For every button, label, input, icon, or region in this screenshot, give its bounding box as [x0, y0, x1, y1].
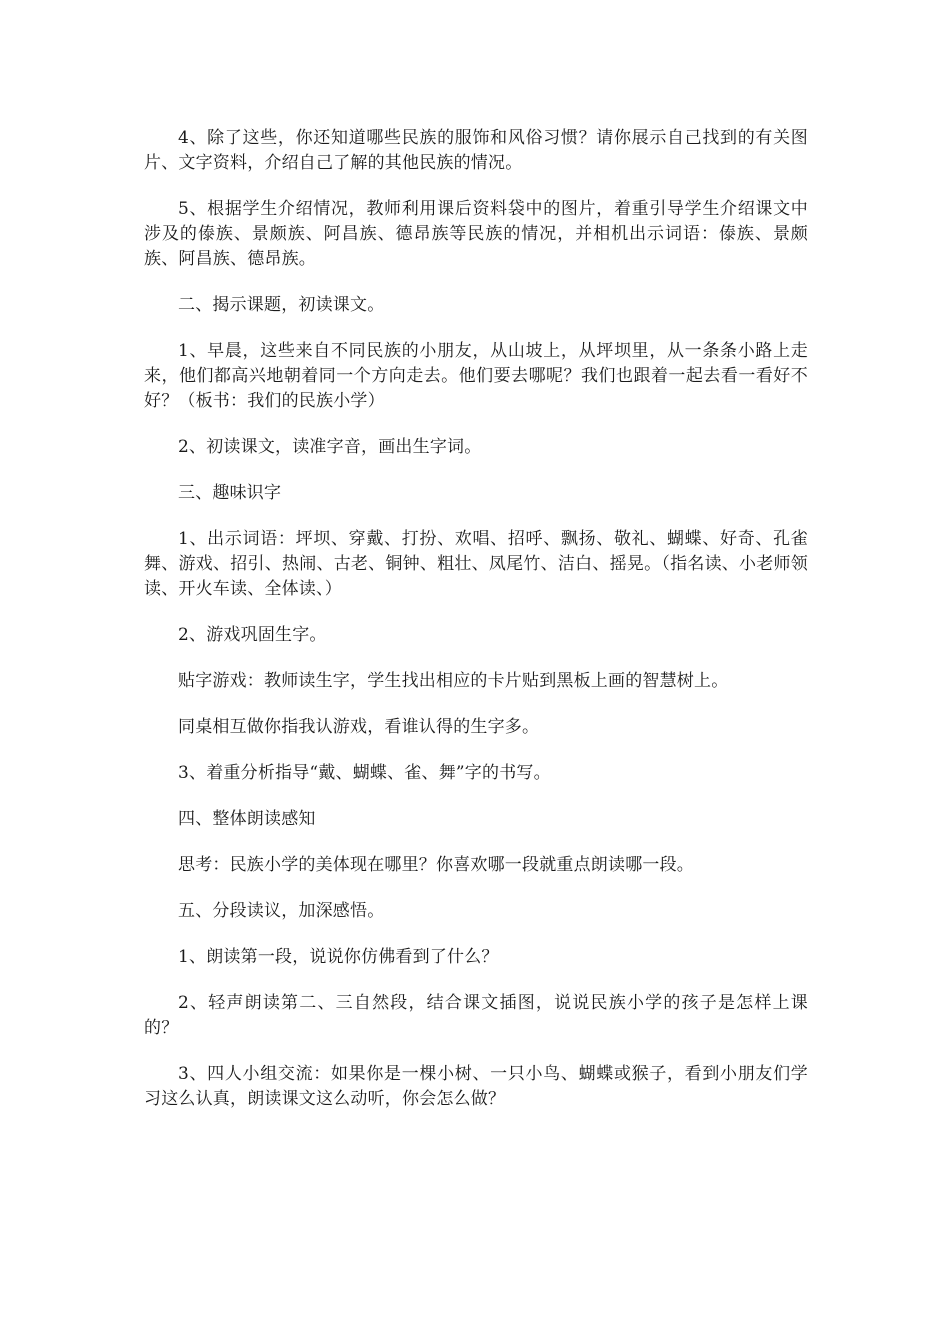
paragraph-first-reading: 2、初读课文，读准字音，画出生字词。 — [178, 437, 482, 457]
paragraph-group-discussion: 3、四人小组交流：如果你是一棵小树、一只小鸟、蝴蝶或猴子，看到小朋友们学习这么认真，朗读课文这么动听，你会怎么做？ — [144, 1064, 808, 1109]
paragraph-step-5: 5、根据学生介绍情况，教师利用课后资料袋中的图片，着重引导学生介绍课文中涉及的傣族、景颇族、阿昌族、德昂族等民族的情况，并相机出示词语：傣族、景颇族、阿昌族、德昂族。 — [144, 199, 808, 269]
paragraph-read-second: 2、轻声朗读第二、三自然段，结合课文插图，说说民族小学的孩子是怎样上课的？ — [144, 993, 808, 1038]
paragraph-step-4: 4、除了这些，你还知道哪些民族的服饰和风俗习惯？请你展示自己找到的有关图片、文字资料，介绍自己了解的其他民族的情况。 — [144, 128, 808, 173]
paragraph-word-list: 1、出示词语：坪坝、穿戴、打扮、欢唱、招呼、飘扬、敬礼、蝴蝶、好奇、孔雀舞、游戏、招引、热闹、古老、铜钟、粗壮、凤尾竹、洁白、摇晃。（指名读、小老师领读、开火车读、全体读、） — [144, 529, 808, 599]
paragraph-writing-guide: 3、着重分析指导“戴、蝴蝶、雀、舞”字的书写。 — [178, 763, 551, 783]
document-body — [144, 126, 808, 1133]
paragraph-think: 思考：民族小学的美体现在哪里？你喜欢哪一段就重点朗读哪一段。 — [178, 855, 694, 875]
paragraph-partner-game: 同桌相互做你指我认游戏，看谁认得的生字多。 — [178, 717, 540, 737]
paragraph-sticker-game: 贴字游戏：教师读生字，学生找出相应的卡片贴到黑板上画的智慧树上。 — [178, 671, 729, 691]
section-heading-3: 三、趣味识字 — [178, 483, 282, 503]
paragraph-morning: 1、早晨，这些来自不同民族的小朋友，从山坡上，从坪坝里，从一条条小路上走来，他们都高兴地朝着同一个方向走去。他们要去哪呢？我们也跟着一起去看一看好不好？（板书：我们的民族小学） — [144, 341, 808, 411]
section-heading-4: 四、整体朗读感知 — [178, 809, 316, 829]
paragraph-game: 2、游戏巩固生字。 — [178, 625, 327, 645]
paragraph-read-first: 1、朗读第一段，说说你仿佛看到了什么？ — [178, 947, 499, 967]
section-heading-5: 五、分段读议，加深感悟。 — [178, 901, 385, 921]
section-heading-2: 二、揭示课题，初读课文。 — [178, 295, 385, 315]
